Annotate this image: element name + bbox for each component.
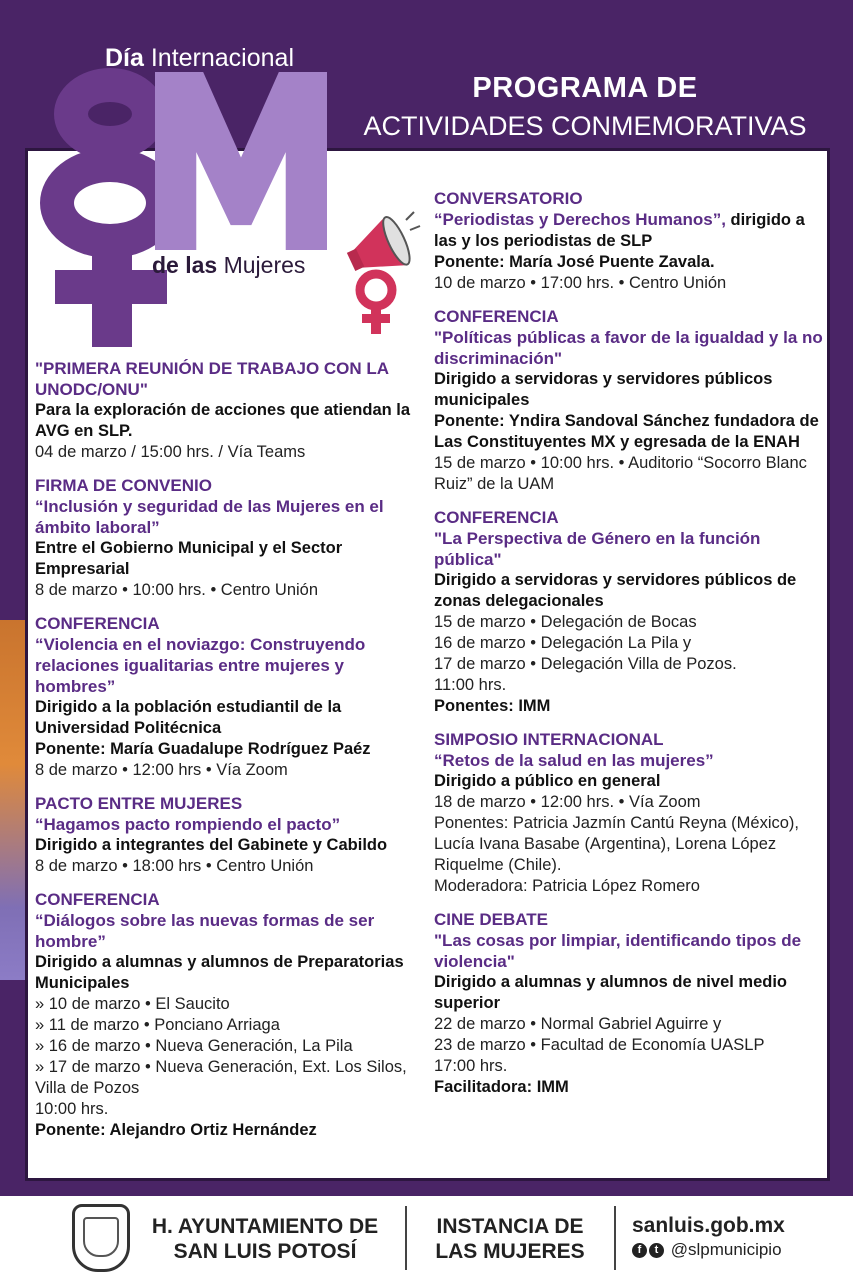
event-description: Dirigido a integrantes del Gabinete y Cabildo xyxy=(35,836,388,854)
event-subtitle: “Periodistas y Derechos Humanos”, xyxy=(434,210,726,229)
footer-social[interactable] xyxy=(632,1240,782,1260)
event-type: CINE DEBATE xyxy=(434,910,548,929)
event-type: FIRMA DE CONVENIO xyxy=(35,476,212,495)
event-description: Entre el Gobierno Municipal y el Sector Empresarial xyxy=(35,539,343,578)
event-type: CONFERENCIA xyxy=(434,508,559,527)
female-symbol-bar xyxy=(55,270,167,304)
footer-social-handle: @slpmunicipio xyxy=(670,1240,782,1259)
event-facilitator: Facilitadora: IMM xyxy=(434,1078,569,1096)
event-info-line: 17:00 hrs. xyxy=(434,1057,508,1075)
event-conferencia-dialogos xyxy=(35,889,425,1141)
event-info-line: 18 de marzo • 12:00 hrs. • Vía Zoom xyxy=(434,793,701,811)
footer-divider xyxy=(614,1206,616,1270)
footer-instancia: INSTANCIA DE LAS MUJERES xyxy=(435,1215,585,1263)
event-description: Dirigido a servidoras y servidores públicos de zonas delegacionales xyxy=(434,571,797,610)
footer-ayuntamiento: H. AYUNTAMIENTO DE SAN LUIS POTOSÍ xyxy=(151,1215,379,1263)
footer xyxy=(0,1196,853,1280)
event-info-line: 11:00 hrs. xyxy=(434,676,507,694)
right-column xyxy=(434,188,826,1110)
event-info-line: 22 de marzo • Normal Gabriel Aguirre y xyxy=(434,1015,722,1033)
event-subtitle: "Las cosas por limpiar, identificando tipos de violencia" xyxy=(434,931,802,971)
event-conversatorio xyxy=(434,188,826,294)
event-info: 8 de marzo • 10:00 hrs. • Centro Unión xyxy=(35,581,319,599)
left-column xyxy=(35,358,425,1153)
event-type: CONFERENCIA xyxy=(35,614,160,633)
event-info-line: 16 de marzo • Delegación La Pila y xyxy=(434,634,692,652)
event-info-line: Moderadora: Patricia López Romero xyxy=(434,877,700,895)
event-conferencia-noviazgo xyxy=(35,613,425,781)
event-speaker: Ponente: Yndira Sandoval Sánchez fundadora de Las Constituyentes MX y egresada de la ENAH xyxy=(434,412,819,451)
event-info-line: » 11 de marzo • Ponciano Arriaga xyxy=(35,1016,280,1034)
event-subtitle: “Retos de la salud en las mujeres” xyxy=(434,751,714,770)
event-description: Para la exploración de acciones que atiendan la AVG en SLP. xyxy=(35,401,411,440)
event-info-line: 10:00 hrs. xyxy=(35,1100,109,1118)
event-info: 10 de marzo • 17:00 hrs. • Centro Unión xyxy=(434,274,727,292)
event-description: Dirigido a alumnas y alumnos de nivel medio superior xyxy=(434,973,788,1012)
program-title xyxy=(345,72,825,142)
event-speaker: Ponente: Alejandro Ortiz Hernández xyxy=(35,1121,317,1139)
event-description: Dirigido a público en general xyxy=(434,772,661,790)
event-description: Dirigido a alumnas y alumnos de Preparatorias Municipales xyxy=(35,953,404,992)
footer-website-link[interactable]: sanluis.gob.mx xyxy=(632,1214,785,1237)
event-type: "PRIMERA REUNIÓN DE TRABAJO CON LA UNODC/ONU" xyxy=(35,359,389,399)
event-type: SIMPOSIO INTERNACIONAL xyxy=(434,730,664,749)
event-info: 15 de marzo • 10:00 hrs. • Auditorio “Socorro Blanc Ruiz” de la UAM xyxy=(434,454,807,493)
event-speaker: Ponente: María Guadalupe Rodríguez Paéz xyxy=(35,740,371,758)
event-subtitle: “Hagamos pacto rompiendo el pacto” xyxy=(35,815,341,834)
event-speaker: Ponente: María José Puente Zavala. xyxy=(434,253,715,271)
event-info-line: » 17 de marzo • Nueva Generación, Ext. Los Silos, Villa de Pozos xyxy=(35,1058,407,1097)
event-type: CONFERENCIA xyxy=(35,890,160,909)
event-subtitle: "Políticas públicas a favor de la igualdad y la no discriminación" xyxy=(434,328,823,368)
event-conferencia-perspectiva xyxy=(434,507,826,717)
title-de-las-mujeres: de las Mujeres xyxy=(152,252,306,278)
event-info-line: 23 de marzo • Facultad de Economía UASLP xyxy=(434,1036,765,1054)
event-subtitle-block xyxy=(434,209,826,252)
event-info-line: 17 de marzo • Delegación Villa de Pozos. xyxy=(434,655,737,673)
event-type: CONFERENCIA xyxy=(434,307,559,326)
event-speaker: Ponentes: IMM xyxy=(434,697,551,715)
footer-divider xyxy=(405,1206,407,1270)
event-info: 8 de marzo • 12:00 hrs • Vía Zoom xyxy=(35,761,288,779)
event-cine-debate xyxy=(434,909,826,1098)
event-subtitle: “Inclusión y seguridad de las Mujeres en el ámbito laboral” xyxy=(35,497,384,537)
event-info: 04 de marzo / 15:00 hrs. / Vía Teams xyxy=(35,443,306,461)
event-description: Dirigido a servidoras y servidores públicos municipales xyxy=(434,370,773,409)
event-info-line: » 10 de marzo • El Saucito xyxy=(35,995,230,1013)
event-description: Dirigido a la población estudiantil de la Universidad Politécnica xyxy=(35,698,342,737)
event-subtitle: “Violencia en el noviazgo: Construyendo relaciones igualitarias entre mujeres y hombres” xyxy=(35,635,366,696)
event-subtitle: "La Perspectiva de Género en la función pública" xyxy=(434,529,761,569)
megaphone-female-icon xyxy=(340,208,422,338)
event-info: 8 de marzo • 18:00 hrs • Centro Unión xyxy=(35,857,314,875)
municipal-crest-icon xyxy=(72,1204,130,1272)
event-subtitle-tail: dirigido a las y los periodistas de SLP xyxy=(434,211,805,250)
facebook-icon[interactable]: f xyxy=(632,1243,647,1258)
twitter-icon[interactable]: t xyxy=(649,1243,664,1258)
event-info-line: » 16 de marzo • Nueva Generación, La Pila xyxy=(35,1037,353,1055)
event-unodc-meeting xyxy=(35,358,425,463)
program-title-line2: ACTIVIDADES CONMEMORATIVAS xyxy=(363,111,807,141)
event-simposio xyxy=(434,729,826,897)
event-conferencia-politicas xyxy=(434,306,826,495)
title-dia-internacional: Día Internacional xyxy=(105,44,295,72)
event-type: CONVERSATORIO xyxy=(434,189,583,208)
event-info-line: 15 de marzo • Delegación de Bocas xyxy=(434,613,697,631)
event-pacto-mujeres xyxy=(35,793,425,877)
event-firma-convenio xyxy=(35,475,425,601)
program-title-line1: PROGRAMA DE xyxy=(472,72,698,104)
event-type: PACTO ENTRE MUJERES xyxy=(35,794,243,813)
event-subtitle: “Diálogos sobre las nuevas formas de ser hombre” xyxy=(35,911,375,951)
event-info-line: Ponentes: Patricia Jazmín Cantú Reyna (México), Lucía Ivana Basabe (Argentina), Lorena López Riquelme (Chile). xyxy=(434,814,799,874)
